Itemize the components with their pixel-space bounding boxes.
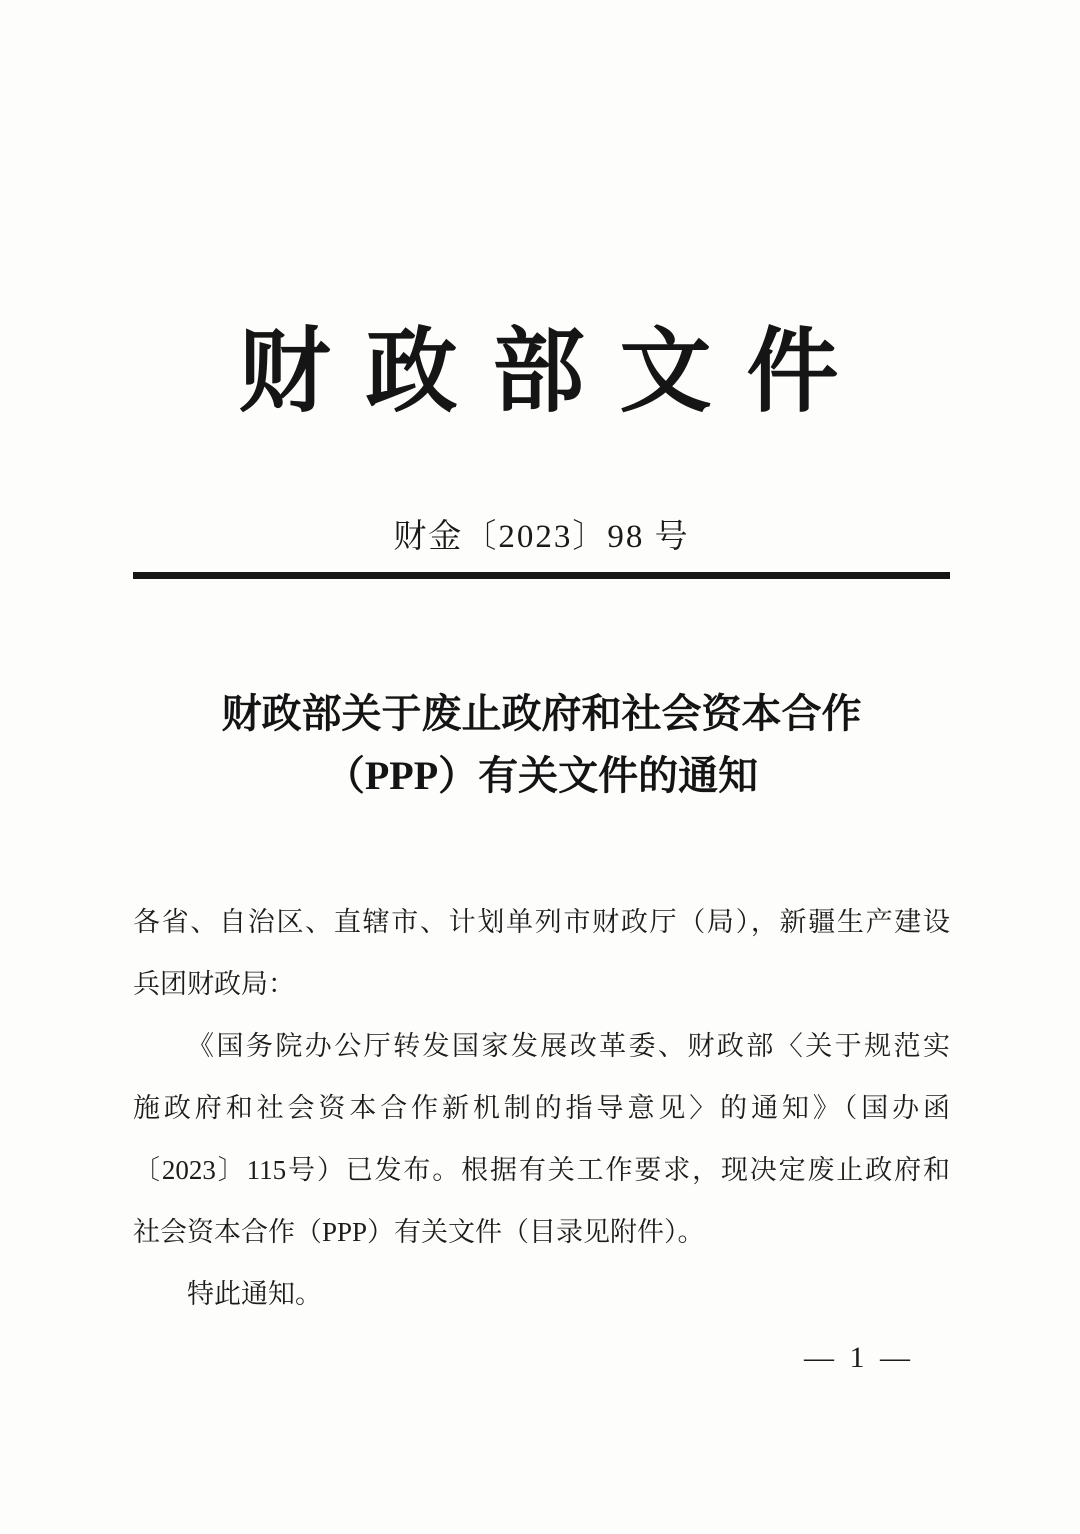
document-body xyxy=(133,891,950,1325)
paragraph-line-1: 《国务院办公厅转发国家发展改革委、财政部〈关于规范实 xyxy=(187,1030,950,1061)
paragraph-line-3: 〔2023〕115号）已发布。根据有关工作要求，现决定废止政府和 xyxy=(133,1154,950,1185)
paragraph-line-4: 社会资本合作（PPP）有关文件（目录见附件）。 xyxy=(133,1216,705,1247)
doc-number: 财金〔2023〕98 号 xyxy=(393,519,690,555)
header-divider-rule xyxy=(133,572,950,579)
document-title xyxy=(133,683,950,807)
document-title-line2: （PPP）有关文件的通知 xyxy=(324,752,759,798)
salutation-line-1: 各省、自治区、直辖市、计划单列市财政厅（局），新疆生产建设 xyxy=(133,906,950,937)
closing-line: 特此通知。 xyxy=(187,1278,322,1309)
document-title-line1: 财政部关于废止政府和社会资本合作 xyxy=(221,690,862,736)
paragraph-line-2: 施政府和社会资本合作新机制的指导意见〉的通知》（国办函 xyxy=(133,1092,950,1123)
page-number: — 1 — xyxy=(804,1340,914,1374)
salutation-line-2: 兵团财政局： xyxy=(133,968,295,999)
ministry-header-title: 财 政 部 文 件 xyxy=(238,321,845,423)
